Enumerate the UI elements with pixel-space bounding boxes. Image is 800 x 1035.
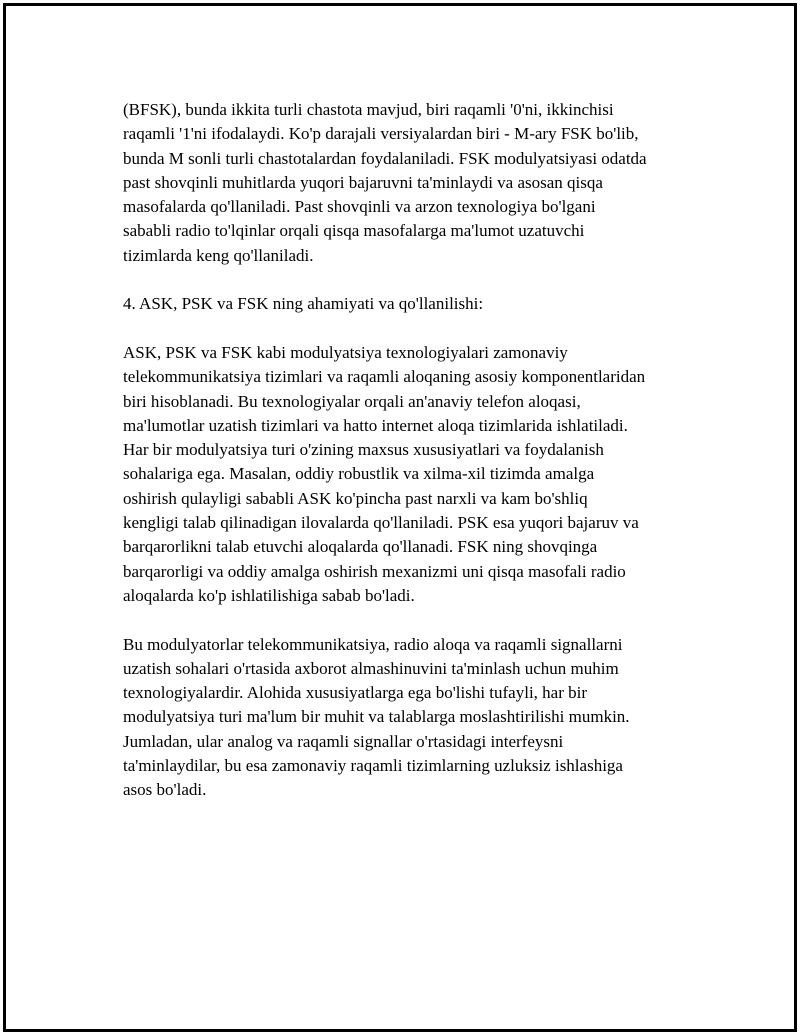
text-line: texnologiyalardir. Alohida xususiyatlarga ega bo'lishi tufayli, har bir bbox=[123, 683, 588, 703]
text-line: oshirish qulayligi sababli ASK ko'pincha past narxli va kam bo'shliq bbox=[123, 488, 588, 508]
paragraph-bfsk-continuation bbox=[123, 98, 703, 268]
paragraph-conclusion bbox=[123, 633, 703, 803]
text-line: barqarorlikni talab etuvchi aloqalarda qo'llanadi. FSK ning shovqinga bbox=[123, 537, 598, 557]
text-line: tizimlarda keng qo'llaniladi. bbox=[123, 245, 314, 265]
text-line: Bu modulyatorlar telekommunikatsiya, radio aloqa va raqamli signallarni bbox=[123, 634, 623, 654]
text-line: ta'minlaydilar, bu esa zamonaviy raqamli tizimlarning uzluksiz ishlashiga bbox=[123, 756, 623, 776]
text-line: Jumladan, ular analog va raqamli signallar o'rtasidagi interfeysni bbox=[123, 731, 564, 751]
text-line: modulyatsiya turi ma'lum bir muhit va talablarga moslashtirilishi mumkin. bbox=[123, 707, 630, 727]
document-body bbox=[123, 98, 703, 827]
text-line: uzatish sohalari o'rtasida axborot almashinuvini ta'minlash uchun muhim bbox=[123, 658, 619, 678]
text-line: sohalariga ega. Masalan, oddiy robustlik va xilma-xil tizimda amalga bbox=[123, 464, 595, 484]
text-line: Har bir modulyatsiya turi o'zining maxsus xususiyatlari va foydalanish bbox=[123, 440, 604, 460]
paragraph-importance bbox=[123, 341, 703, 608]
text-line: raqamli '1'ni ifodalaydi. Ko'p darajali versiyalardan biri - M-ary FSK bo'lib, bbox=[123, 124, 639, 144]
text-line: biri hisoblanadi. Bu texnologiyalar orqali an'anaviy telefon aloqasi, bbox=[123, 391, 581, 411]
text-line: sababli radio to'lqinlar orqali qisqa masofalarga ma'lumot uzatuvchi bbox=[123, 221, 585, 241]
text-line: past shovqinli muhitlarda yuqori bajaruvni ta'minlaydi va asosan qisqa bbox=[123, 172, 603, 192]
section-heading bbox=[123, 292, 703, 316]
text-line: kengligi talab qilinadigan ilovalarda qo'llaniladi. PSK esa yuqori bajaruv va bbox=[123, 513, 639, 533]
text-line: bunda M sonli turli chastotalardan foydalaniladi. FSK modulyatsiyasi odatda bbox=[123, 148, 647, 168]
text-line: barqarorligi va oddiy amalga oshirish mexanizmi uni qisqa masofali radio bbox=[123, 561, 626, 581]
page-frame bbox=[3, 3, 797, 1032]
text-line: masofalarda qo'llaniladi. Past shovqinli va arzon texnologiya bo'lgani bbox=[123, 197, 596, 217]
text-line: (BFSK), bunda ikkita turli chastota mavjud, biri raqamli '0'ni, ikkinchisi bbox=[123, 100, 614, 119]
text-line: asos bo'ladi. bbox=[123, 780, 207, 800]
section-heading-text: 4. ASK, PSK va FSK ning ahamiyati va qo'llanilishi: bbox=[123, 294, 484, 314]
text-line: ma'lumotlar uzatish tizimlari va hatto internet aloqa tizimlarida ishlatiladi. bbox=[123, 415, 628, 435]
text-line: telekommunikatsiya tizimlari va raqamli aloqaning asosiy komponentlaridan bbox=[123, 367, 646, 387]
text-line: ASK, PSK va FSK kabi modulyatsiya texnologiyalari zamonaviy bbox=[123, 342, 568, 362]
text-line: aloqalarda ko'p ishlatilishiga sabab bo'ladi. bbox=[123, 585, 415, 605]
